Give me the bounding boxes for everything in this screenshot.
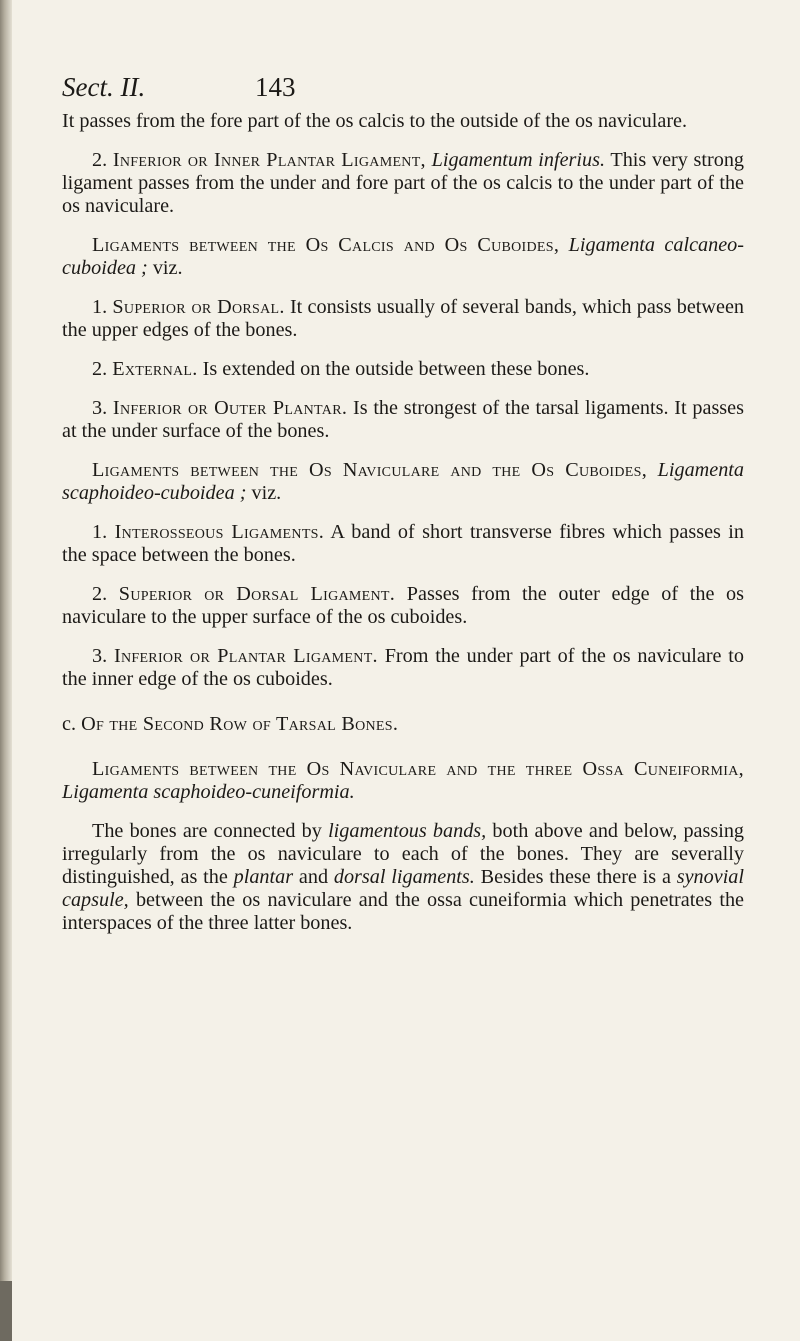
paragraph: The bones are connected by ligamentous bands, both above and below, passing irregularly from the os naviculare to each of the bones. They are severally distinguished, as the plantar and dorsal ligaments. Besides these there is a synovial capsule, between the os naviculare and the ossa cuneiformia which penetrates the interspaces of the three latter bones. <box>62 820 745 934</box>
paragraph: 1. Interosseous Ligaments. A band of short transverse fibres which passes in the space between the bones. <box>62 521 745 566</box>
ligament-heading: Inferior or Inner Plantar Ligament, <box>112 149 426 171</box>
paragraph: It passes from the fore part of the os calcis to the outside of the os naviculare. <box>62 110 688 132</box>
page-header <box>62 72 742 112</box>
page-shadow <box>0 1281 12 1341</box>
section-label: Sect. II. <box>62 72 146 102</box>
subsection-heading: c. Of the Second Row of Tarsal Bones. <box>62 713 399 735</box>
book-spine-edge <box>0 0 12 1341</box>
group-heading: Ligaments between the Os Naviculare and the three Ossa Cuneiformia, Ligamenta scaphoideo-cuneiformia. <box>62 758 744 803</box>
ligament-heading: Interosseous Ligaments. <box>114 521 325 543</box>
ligament-heading: External. <box>112 358 198 380</box>
paragraph: 2. Inferior or Inner Plantar Ligament, Ligamentum inferius. This very strong ligament passes from the under and fore part of the os calcis to the under part of the os naviculare. <box>62 149 745 217</box>
ligament-heading: Superior or Dorsal Ligament. <box>118 583 396 605</box>
paragraph: 1. Superior or Dorsal. It consists usually of several bands, which pass between the upper edges of the bones. <box>62 296 744 341</box>
ligament-heading: Inferior or Outer Plantar. <box>112 397 348 419</box>
paragraph: 2. Superior or Dorsal Ligament. Passes from the outer edge of the os naviculare to the upper surface of the os cuboides. <box>62 583 745 628</box>
group-heading: Ligaments between the Os Naviculare and the Os Cuboides, Ligamenta scaphoideo-cuboidea ; viz. <box>62 459 744 504</box>
page-number: 143 <box>255 72 296 102</box>
latin-name: Ligamenta scaphoideo-cuboidea ; <box>62 459 744 504</box>
page-body <box>62 110 744 935</box>
group-heading: Ligaments between the Os Calcis and Os Cuboides, Ligamenta calcaneo-cuboidea ; viz. <box>62 234 745 279</box>
ligament-heading: Inferior or Plantar Ligament. <box>113 645 378 667</box>
latin-name: Ligamenta scaphoideo-cuneiformia. <box>62 781 355 803</box>
paragraph: 3. Inferior or Outer Plantar. Is the strongest of the tarsal ligaments. It passes at the under surface of the bones. <box>62 397 744 442</box>
paragraph: 3. Inferior or Plantar Ligament. From the under part of the os naviculare to the inner edge of the os cuboides. <box>62 645 744 690</box>
latin-name: Ligamenta calcaneo-cuboidea ; <box>62 234 745 279</box>
latin-name: Ligamentum inferius. <box>431 149 606 171</box>
paragraph: 2. External. Is extended on the outside between these bones. <box>92 358 590 380</box>
ligament-heading: Superior or Dorsal. <box>112 296 285 318</box>
